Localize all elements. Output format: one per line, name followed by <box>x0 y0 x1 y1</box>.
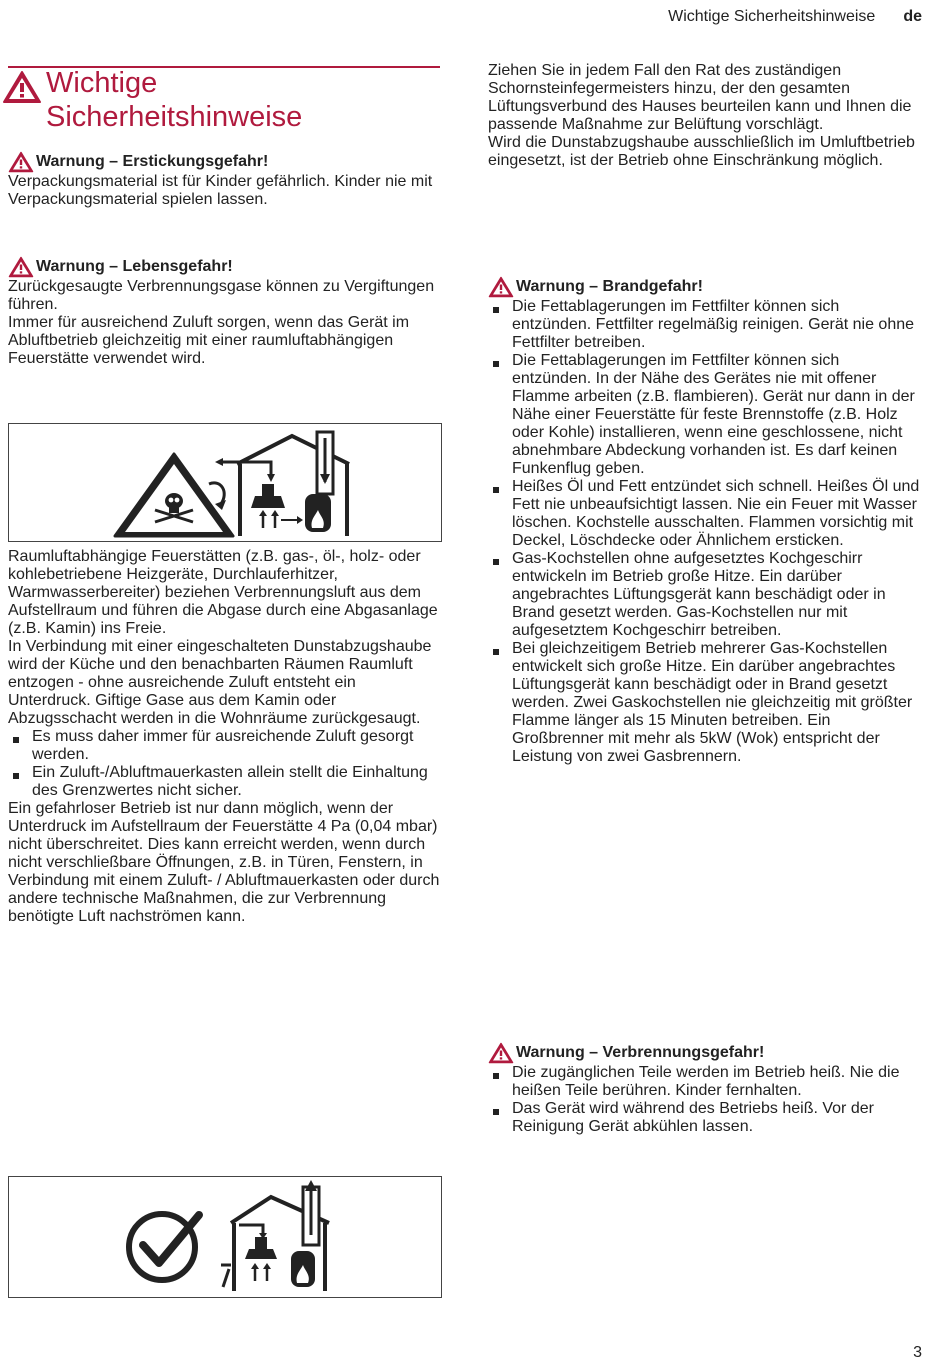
paragraph: Verpackungsmaterial ist für Kinder gefährlich. Kinder nie mit Verpackungsmaterial spielen lassen. <box>8 173 433 208</box>
figure-exhaust-hazard <box>8 423 442 542</box>
warning-heading <box>8 256 440 278</box>
warning-heading-text: Warnung – Verbrennungsgefahr! <box>516 1044 765 1061</box>
paragraph: Zurückgesaugte Verbrennungsgase können zu Vergiftungen führen. <box>8 278 435 313</box>
warning-triangle-icon <box>8 151 34 173</box>
list-item: Ein Zuluft-/Abluftmauerkasten allein stellt die Einhaltung des Grenzwertes nicht sicher. <box>8 764 440 800</box>
list-item: Gas-Kochstellen ohne aufgesetztes Kochgeschirr entwickeln im Betrieb große Hitze. Ein darüber angebrachtes Lüftungsgerät kann beschädigt oder in Brand gesetzt werden. Gas-Kochstellen nur mit aufgesetztem Kochgeschirr betreiben. <box>488 550 920 640</box>
furnace-explanation <box>8 548 440 926</box>
paragraph: Raumluftabhängige Feuerstätten (z.B. gas-, öl-, holz- oder kohlebetriebene Heizgeräte, Durchlauferhitzer, Warmwasserbereiter) beziehen Verbrennungsluft aus dem Aufstellraum und führen die Abgase durch eine Abgasanlage (z.B. Kamin) ins Freie. <box>8 548 438 637</box>
warning-triangle-icon <box>8 256 34 278</box>
paragraph: Ziehen Sie in jedem Fall den Rat des zuständigen Schornsteinfegermeisters hinzu, der den gesamten Lüftungsverbund des Hauses beurteilen kann und Ihnen die passende Maßnahme zur Belüftung vorschlägt. <box>488 62 912 133</box>
header-lang: de <box>903 8 922 25</box>
warning-triangle-icon <box>488 1042 514 1064</box>
warning-burn <box>488 1042 920 1136</box>
warning-heading <box>488 276 920 298</box>
page-header <box>668 8 922 26</box>
list-item: Heißes Öl und Fett entzündet sich schnell. Heißes Öl und Fett nie unbeaufsichtigt lassen. Nie ein Feuer mit Wasser löschen. Kochstelle ausschalten. Flammen vorsichtig mit Deckel, Löschdecke oder Ähnlichem ersticken. <box>488 478 920 550</box>
bullet-list <box>488 1064 920 1136</box>
paragraph: In Verbindung mit einer eingeschalteten Dunstabzugshaube wird der Küche und den benachbarten Räumen Raumluft entzogen - ohne ausreichende Zuluft entsteht ein Unterdruck. Giftige Gase aus dem Kamin oder Abzugsschacht werden in die Wohnräume zurückgesaugt. <box>8 638 432 727</box>
chimney-sweep-advice <box>488 62 920 170</box>
page-title <box>46 66 302 134</box>
warning-suffocation <box>8 151 440 209</box>
bullet-list <box>8 728 440 800</box>
list-item: Die Fettablagerungen im Fettfilter können sich entzünden. In der Nähe des Gerätes nie mit offener Flamme arbeiten (z.B. flambieren). Gerät nur dann in der Nähe einer Feuerstätte für feste Brennstoffe (z.B. Holz oder Kohle) installieren, wenn eine geschlossene, nicht abnehmbare Abdeckung vorhanden ist. Es darf keinen Funkenflug geben. <box>488 352 920 478</box>
house-icon <box>215 432 349 536</box>
warning-heading-text: Warnung – Brandgefahr! <box>516 278 703 295</box>
checkmark-icon <box>129 1214 199 1280</box>
warning-danger-to-life <box>8 256 440 368</box>
house-icon <box>221 1180 329 1291</box>
bullet-list <box>488 298 920 766</box>
page-title-line2: Sicherheitshinweise <box>46 101 303 133</box>
list-item: Das Gerät wird während des Betriebs heiß. Vor der Reinigung Gerät abkühlen lassen. <box>488 1100 920 1136</box>
warning-fire <box>488 276 920 766</box>
warning-heading <box>488 1042 920 1064</box>
page-title-line1: Wichtige <box>46 67 158 99</box>
header-section: Wichtige Sicherheitshinweise <box>668 8 876 25</box>
warning-triangle-icon <box>488 276 514 298</box>
list-item: Die zugänglichen Teile werden im Betrieb heiß. Nie die heißen Teile berühren. Kinder fernhalten. <box>488 1064 920 1100</box>
figure-safe-operation <box>8 1176 442 1298</box>
list-item: Bei gleichzeitigem Betrieb mehrerer Gas-Kochstellen entwickelt sich große Hitze. Ein darüber angebrachtes Lüftungsgerät kann beschädigt oder in Brand gesetzt werden. Zwei Gaskochstellen nie gleichzeitig mit größter Flamme länger als 15 Minuten betreiben. Ein Großbrenner mit mehr als 5kW (Wok) entspricht der Leistung von zwei Gasbrennern. <box>488 640 920 766</box>
paragraph: Immer für ausreichend Zuluft sorgen, wenn das Gerät im Abluftbetrieb gleichzeitig mit einer raumluftabhängigen Feuerstätte verwendet wird. <box>8 314 410 367</box>
page-number: 3 <box>913 1344 922 1361</box>
list-item: Es muss daher immer für ausreichende Zuluft gesorgt werden. <box>8 728 440 764</box>
warning-heading <box>8 151 440 173</box>
warning-triangle-icon <box>2 70 42 109</box>
paragraph: Wird die Dunstabzugshaube ausschließlich im Umluftbetrieb eingesetzt, ist der Betrieb ohne Einschränkung möglich. <box>488 134 915 169</box>
skull-warning-icon <box>115 454 233 536</box>
warning-heading-text: Warnung – Lebensgefahr! <box>36 258 233 275</box>
warning-heading-text: Warnung – Erstickungsgefahr! <box>36 153 269 170</box>
paragraph: Ein gefahrloser Betrieb ist nur dann möglich, wenn der Unterdruck im Aufstellraum der Feuerstätte 4 Pa (0,04 mbar) nicht überschreitet. Dies kann erreicht werden, wenn durch nicht verschließbare Öffnungen, z.B. in Türen, Fenstern, in Verbindung mit einem Zuluft- / Abluftmauerkasten oder durch andere technische Maßnahmen, die zur Verbrennung benötigte Luft nachströmen kann. <box>8 800 440 925</box>
list-item: Die Fettablagerungen im Fettfilter können sich entzünden. Fettfilter regelmäßig reinigen. Gerät nie ohne Fettfilter betreiben. <box>488 298 920 352</box>
